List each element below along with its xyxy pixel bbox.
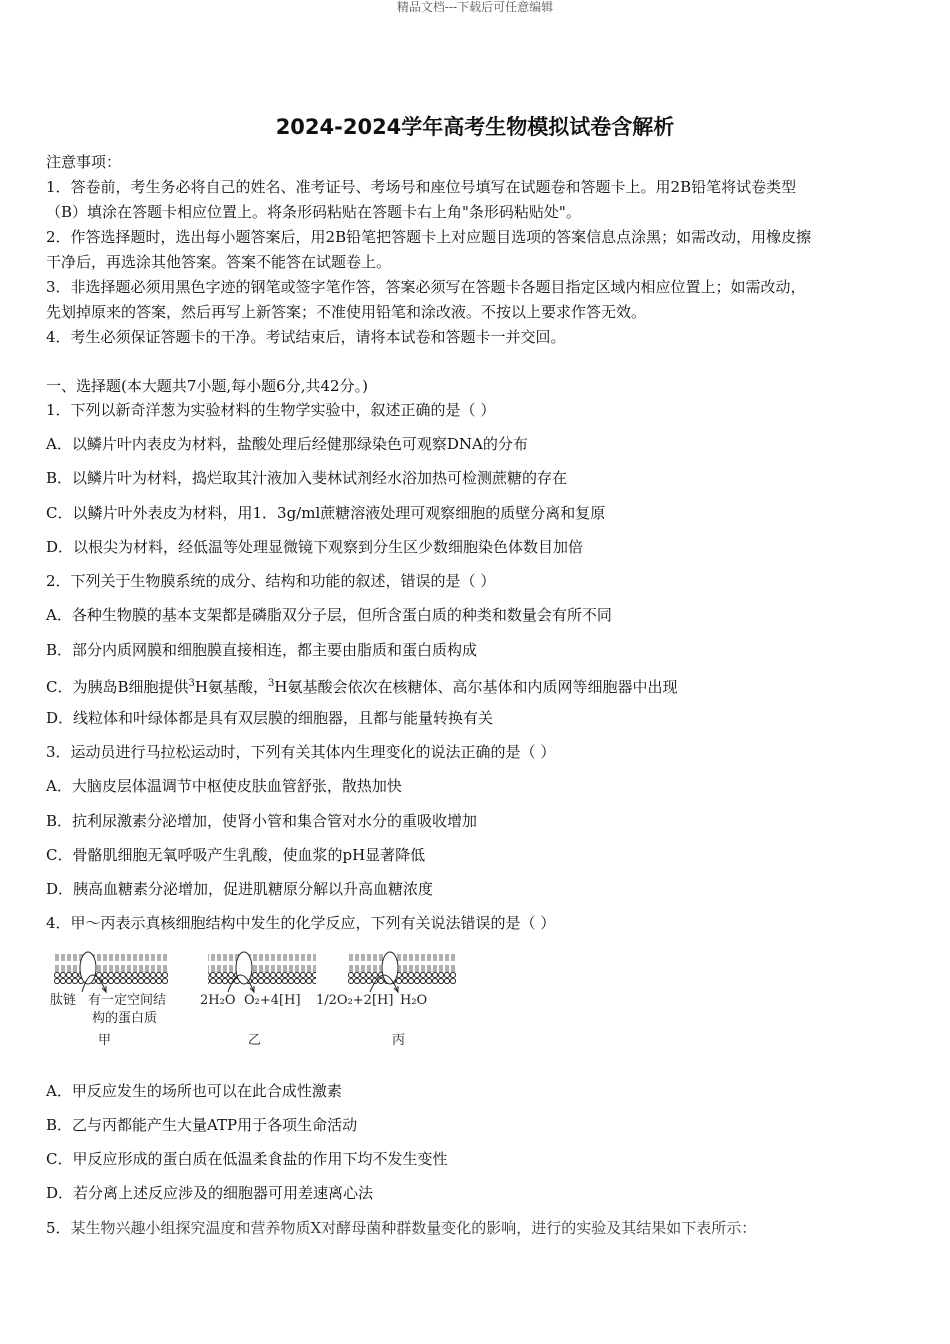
membrane-yi [208,952,316,992]
q2-option-d: D．线粒体和叶绿体都是具有双层膜的细胞器，且都与能量转换有关 [46,709,494,727]
label-protein: 构的蛋白质 [92,1011,158,1026]
notice-line: 1．答卷前，考生务必将自己的姓名、准考证号、考场号和座位号填写在试题卷和答题卡上。用2B铅笔将试卷类型 [46,178,797,196]
q2-option-b: B．部分内质网膜和细胞膜直接相连，都主要由脂质和蛋白质构成 [46,641,478,659]
q5-number: 5． [46,1219,71,1237]
q5-text: 某生物兴趣小组探究温度和营养物质X对酵母菌种群数量变化的影响，进行的实验及其结果如下表所示： [70,1219,757,1237]
q4-option-a: A．甲反应发生的场所也可以在此合成性激素 [46,1082,342,1100]
q1-stem: 1．下列以新奇洋葱为实验材料的生物学实验中，叙述正确的是（ ） [46,401,496,419]
q4-stem: 4．甲～丙表示真核细胞结构中发生的化学反应，下列有关说法错误的是（ ） [46,914,556,932]
q3-option-c: C．骨骼肌细胞无氧呼吸产生乳酸，使血浆的pH显著降低 [46,846,426,864]
label-jia: 甲 [98,1033,112,1048]
label-bing: 丙 [392,1033,406,1048]
q2-stem: 2．下列关于生物膜系统的成分、结构和功能的叙述，错误的是（ ） [46,572,496,590]
label-water: H₂O [400,993,428,1008]
q4-option-c: C．甲反应形成的蛋白质在低温柔食盐的作用下均不发生变性 [46,1150,448,1168]
q2-option-c-part: H氨基酸会依次在核糖体、高尔基体和内质网等细胞器中出现 [274,678,678,696]
notice-line: 先划掉原来的答案，然后再写上新答案；不准使用铅笔和涂改液。不按以上要求作答无效。 [46,303,647,321]
q3-option-d: D．胰高血糖素分泌增加，促进肌糖原分解以升高血糖浓度 [46,880,434,898]
q1-option-b: B．以鳞片叶为材料，捣烂取其汁液加入斐林试剂经水浴加热可检测蔗糖的存在 [46,469,568,487]
q2-option-c-part: C．为胰岛B细胞提供 [46,678,189,696]
label-protein: 有一定空间结 [88,993,167,1008]
q3-option-a: A．大脑皮层体温调节中枢使皮肤血管舒张，散热加快 [46,777,402,795]
q4-option-b: B．乙与丙都能产生大量ATP用于各项生命活动 [46,1116,358,1134]
q1-option-a: A．以鳞片叶内表皮为材料，盐酸处理后经健那绿染色可观察DNA的分布 [46,435,528,453]
page-title: 2024-2024学年高考生物模拟试卷含解析 [275,115,675,139]
notice-line: 3．非选择题必须用黑色字迹的钢笔或签字笔作答，答案必须写在答题卡各题目指定区域内相应位置上；如需改动， [46,278,806,296]
label-yi: 乙 [248,1033,262,1048]
label-peptide: 肽链 [50,993,77,1008]
notice-line: 4．考生必须保证答题卡的干净。考试结束后，请将本试卷和答题卡一并交回。 [46,328,566,346]
notice-line: 2．作答选择题时，选出每小题答案后，用2B铅笔把答题卡上对应题目选项的答案信息点涂黑；如需改动，用橡皮擦 [46,228,812,246]
notice-line: （B）填涂在答题卡相应位置上。将条形码粘贴在答题卡右上角"条形码粘贴处"。 [46,203,581,221]
label-water: 2H₂O [200,993,236,1008]
label-oxygen-h: 1/2O₂+2[H] [316,993,394,1008]
superscript: 3 [267,678,275,689]
q1-option-c: C．以鳞片叶外表皮为材料，用1．3g/ml蔗糖溶液处理可观察细胞的质壁分离和复原 [46,504,606,522]
membrane-jia [54,952,168,992]
q3-option-b: B．抗利尿激素分泌增加，使肾小管和集合管对水分的重吸收增加 [46,812,478,830]
q5-stem [46,1218,916,1238]
notice-heading: 注意事项： [46,153,122,171]
section-heading: 一、选择题(本大题共7小题,每小题6分,共42分。) [46,377,368,395]
page-header: 精品文档---下载后可任意编辑 [396,0,554,14]
q2-option-c [46,674,916,697]
notice-line: 干净后，再选涂其他答案。答案不能答在试题卷上。 [46,253,392,271]
q1-option-d: D．以根尖为材料，经低温等处理显微镜下观察到分生区少数细胞染色体数目加倍 [46,538,584,556]
membrane-bing [348,952,456,992]
label-oxygen-h: O₂+4[H] [244,993,301,1008]
q3-stem: 3．运动员进行马拉松运动时，下列有关其体内生理变化的说法正确的是（ ） [46,743,556,761]
q2-option-c-part: H氨基酸， [194,678,268,696]
q4-reaction-figure [48,948,468,1058]
superscript: 3 [188,678,195,689]
q4-option-d: D．若分离上述反应涉及的细胞器可用差速离心法 [46,1184,374,1202]
q2-option-a: A．各种生物膜的基本支架都是磷脂双分子层，但所含蛋白质的种类和数量会有所不同 [46,606,612,624]
